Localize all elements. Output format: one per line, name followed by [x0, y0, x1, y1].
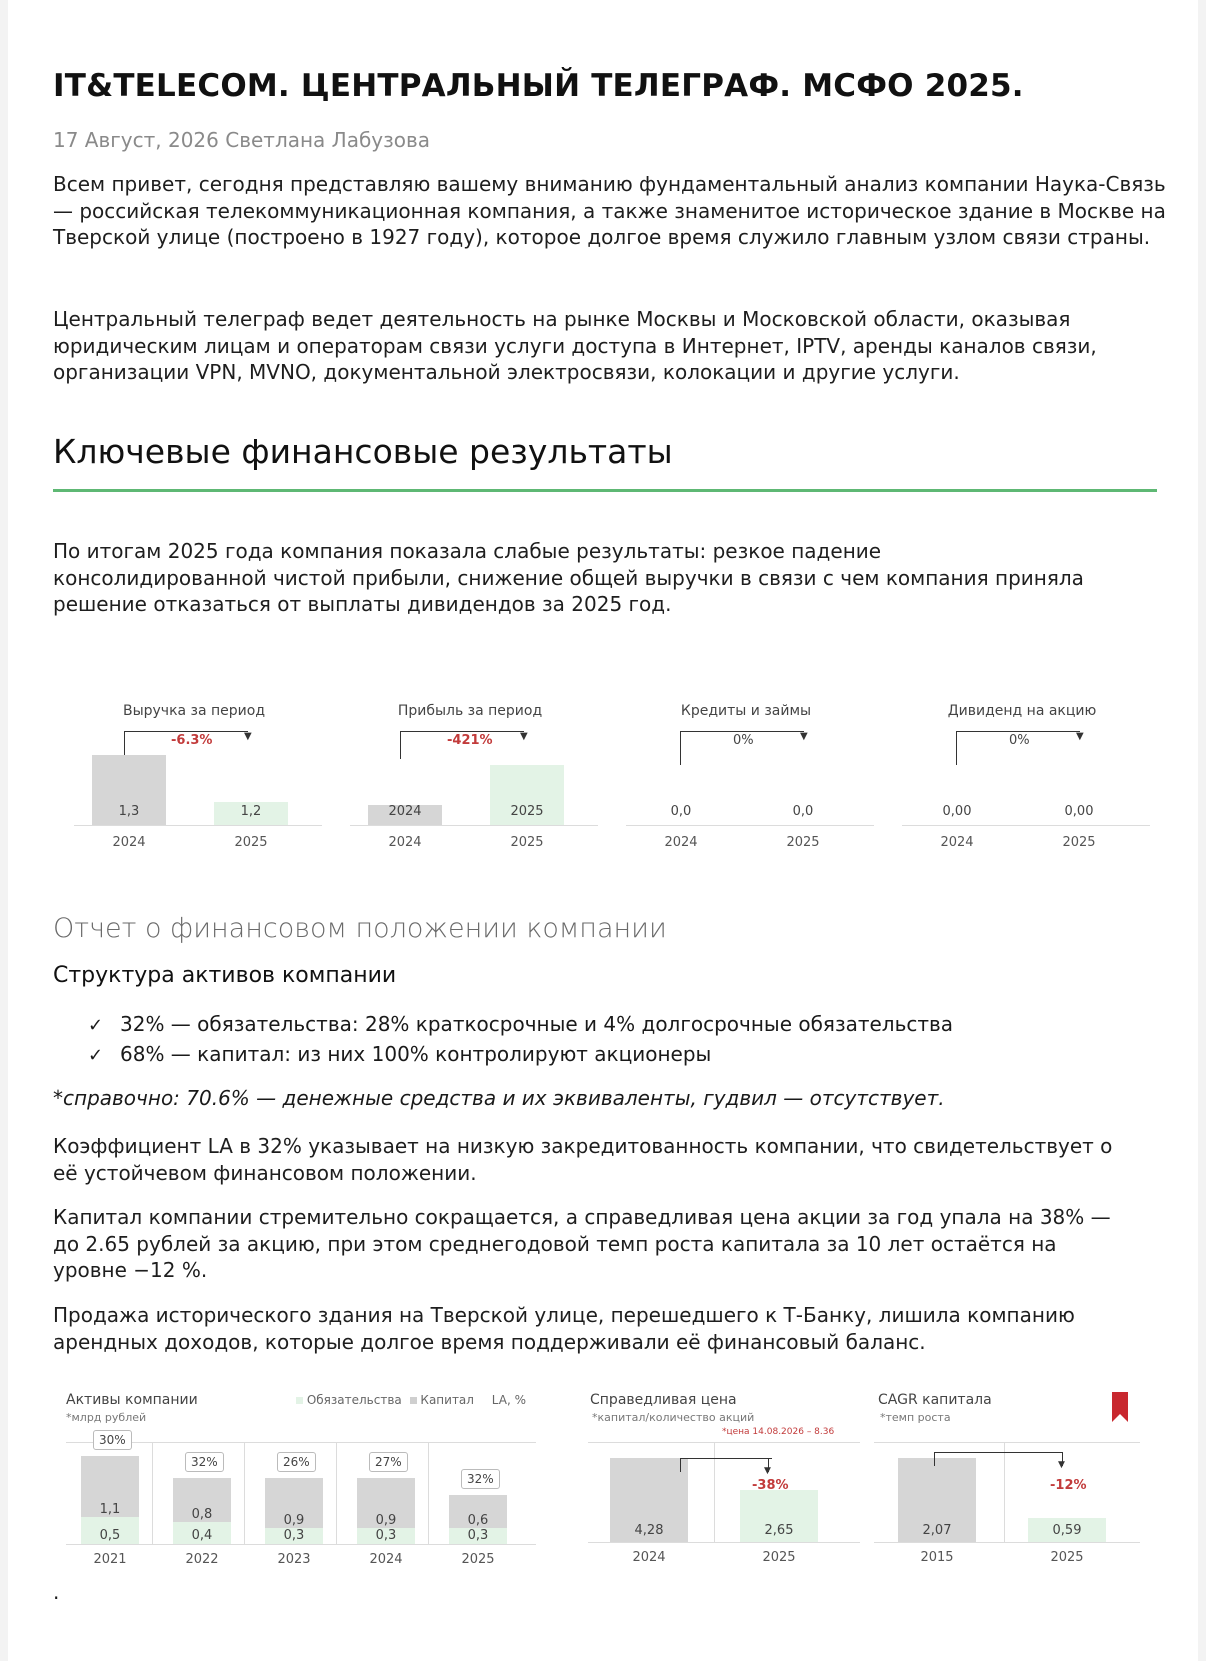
capital-value: 0,6	[467, 1512, 489, 1528]
column-divider	[152, 1442, 153, 1544]
x-tick: 2024	[112, 835, 146, 850]
arrow-down-icon: ▼	[244, 731, 252, 742]
article-title: IT&TELECOM. ЦЕНТРАЛЬНЫЙ ТЕЛЕГРАФ. МСФО 2025.	[53, 68, 1024, 104]
x-tick: 2021	[93, 1552, 127, 1567]
la-label: 30%	[93, 1430, 132, 1450]
column-divider	[714, 1442, 715, 1542]
liabilities-value: 0,5	[99, 1528, 121, 1543]
la-label: 26%	[277, 1452, 316, 1472]
capital-value: 0,9	[375, 1512, 397, 1528]
list-item	[88, 1010, 953, 1040]
change-label: 0%	[733, 733, 754, 748]
activity-paragraph: Центральный телеграф ведет деятельность на рынке Москвы и Московской области, оказывая юридическим лицам и операторам связи услуги доступа в Интернет, IPTV, аренды каналов связи, организации VPN, MVNO, документальной электросвязи, колокации и другие услуги.	[53, 307, 1097, 384]
bar-value: 2,65	[764, 1523, 794, 1538]
liabilities-value: 0,4	[191, 1528, 213, 1543]
check-icon: ✓	[88, 1045, 104, 1066]
bookmark-icon	[1112, 1392, 1128, 1422]
x-tick: 2022	[185, 1552, 219, 1567]
x-tick: 2025	[786, 835, 820, 850]
article-page	[8, 0, 1198, 1661]
chart-title: Справедливая цена	[590, 1392, 737, 1408]
capital-value: 0,9	[283, 1512, 305, 1528]
arrow-down-icon: ▼	[764, 1466, 771, 1476]
list-item-text: 68% — капитал: из них 100% контролируют акционеры	[120, 1042, 712, 1066]
bar-value: 1,2	[240, 804, 262, 819]
x-tick: 2025	[234, 835, 268, 850]
bar-value: 0,59	[1052, 1523, 1082, 1538]
x-tick: 2024	[664, 835, 698, 850]
chart-title: Прибыль за период	[397, 703, 543, 719]
bar-value: 0,0	[670, 804, 692, 819]
change-label: -38%	[752, 1478, 789, 1493]
list-item-text: 32% — обязательства: 28% краткосрочные и 4% долгосрочные обязательства	[120, 1012, 954, 1036]
capital-paragraph: Капитал компании стремительно сокращается, а справедливая цена акции за год упала на 38% — до 2.65 рублей за акцию, при этом среднегодовой темп роста капитала за 10 лет остаётся на уровне −12 %.	[53, 1205, 1111, 1282]
bar-value: 1,3	[118, 804, 140, 819]
change-bracket	[934, 1452, 1062, 1466]
liabilities-value: 0,3	[375, 1528, 397, 1543]
assets-bullet-list	[88, 1010, 953, 1070]
assets-heading: Структура активов компании	[53, 963, 397, 988]
change-label: 0%	[1009, 733, 1030, 748]
bar-value: 0,00	[942, 804, 972, 819]
chart-title: Выручка за период	[122, 703, 266, 719]
baseline	[350, 825, 598, 826]
loans-chart	[618, 695, 874, 855]
la-paragraph: Коэффициент LA в 32% указывает на низкую закредитованность компании, что свидетельствует о её устойчевом финансовом положении.	[53, 1134, 1113, 1185]
legend-item: Капитал	[420, 1393, 474, 1407]
baseline	[74, 825, 322, 826]
article-meta: 17 Август, 2026 Светлана Лабузова	[53, 128, 431, 152]
chart-subtitle: *капитал/количество акций	[592, 1411, 755, 1424]
x-tick: 2025	[762, 1550, 796, 1565]
results-paragraph: По итогам 2025 года компания показала слабые результаты: резкое падение консолидированной чистой прибыли, снижение общей выручки в связи с чем компания приняла решение отказаться от выплаты дивидендов за 2025 год.	[53, 539, 1084, 616]
bar-value: 2025	[510, 804, 544, 819]
bar-value: 2,07	[922, 1523, 952, 1538]
reference-note: *справочно: 70.6% — денежные средства и их эквиваленты, гудвил — отсутствует.	[53, 1086, 945, 1110]
baseline	[626, 825, 874, 826]
baseline	[66, 1544, 536, 1545]
capital-value: 0,8	[191, 1507, 213, 1522]
bar-value: 0,0	[792, 804, 814, 819]
chart-subtitle: *млрд рублей	[66, 1411, 147, 1424]
section-title: Ключевые финансовые результаты	[53, 432, 673, 471]
x-tick: 2024	[632, 1550, 666, 1565]
intro-paragraph: Всем привет, сегодня представляю вашему вниманию фундаментальный анализ компании Наука-Связь — российская телекоммуникационная компания, а также знаменитое историческое здание в Москве на Тверской улице (построено в 1927 году), которое долгое время служило главным узлом связи страны.	[53, 172, 1166, 249]
la-label: 32%	[185, 1452, 224, 1472]
x-tick: 2025	[461, 1552, 495, 1567]
la-label: 32%	[461, 1469, 500, 1489]
chart-legend	[296, 1393, 526, 1407]
check-icon: ✓	[88, 1015, 104, 1036]
arrow-down-icon: ▼	[1058, 1460, 1065, 1470]
top-gridline	[588, 1442, 860, 1443]
arrow-down-icon: ▼	[1076, 731, 1084, 742]
section-divider	[53, 489, 1157, 492]
assets-chart	[64, 1392, 538, 1572]
change-label: -12%	[1050, 1478, 1087, 1493]
chart-title: Активы компании	[66, 1392, 198, 1408]
liabilities-value: 0,3	[467, 1528, 489, 1543]
trailing-dot: .	[53, 1580, 60, 1604]
legend-item: Обязательства	[306, 1393, 402, 1407]
change-label: -6.3%	[171, 733, 213, 748]
chart-title: Дивиденд на акцию	[947, 703, 1097, 719]
list-item	[88, 1040, 953, 1070]
x-tick: 2025	[1062, 835, 1096, 850]
column-divider	[428, 1442, 429, 1544]
chart-subtitle: *темп роста	[880, 1411, 951, 1424]
x-tick: 2024	[388, 835, 422, 850]
chart-title: CAGR капитала	[878, 1392, 992, 1408]
x-tick: 2015	[920, 1550, 954, 1565]
sale-paragraph: Продажа исторического здания на Тверской улице, перешедшего к Т-Банку, лишила компанию арендных доходов, которые долгое время поддерживали её финансовый баланс.	[53, 1303, 1075, 1354]
top-gridline	[66, 1442, 536, 1443]
chart-title: Кредиты и займы	[680, 703, 812, 719]
baseline	[874, 1542, 1140, 1543]
x-tick: 2025	[510, 835, 544, 850]
baseline	[588, 1542, 860, 1543]
la-label: 27%	[369, 1452, 408, 1472]
top-gridline	[874, 1442, 1140, 1443]
price-annotation: *цена 14.08.2026 – 8.36	[722, 1427, 835, 1437]
arrow-down-icon: ▼	[800, 731, 808, 742]
baseline	[902, 825, 1150, 826]
liabilities-value: 0,3	[283, 1528, 305, 1543]
subsection-title: Отчет о финансовом положении компании	[53, 913, 667, 944]
x-tick: 2024	[940, 835, 974, 850]
bar-value: 2024	[388, 804, 422, 819]
column-divider	[244, 1442, 245, 1544]
cagr-chart	[870, 1392, 1142, 1572]
legend-item: LA, %	[491, 1393, 526, 1407]
revenue-chart	[66, 695, 322, 855]
x-tick: 2023	[277, 1552, 311, 1567]
bar-value: 0,00	[1064, 804, 1094, 819]
dividend-chart	[894, 695, 1150, 855]
profit-chart	[342, 695, 598, 855]
change-bracket	[680, 1458, 772, 1472]
change-label: -421%	[447, 733, 493, 748]
arrow-down-icon: ▼	[520, 731, 528, 742]
x-tick: 2024	[369, 1552, 403, 1567]
capital-value: 1,1	[99, 1501, 121, 1517]
column-divider	[336, 1442, 337, 1544]
bar-value: 4,28	[634, 1523, 664, 1538]
fair-price-chart	[580, 1392, 862, 1572]
x-tick: 2025	[1050, 1550, 1084, 1565]
